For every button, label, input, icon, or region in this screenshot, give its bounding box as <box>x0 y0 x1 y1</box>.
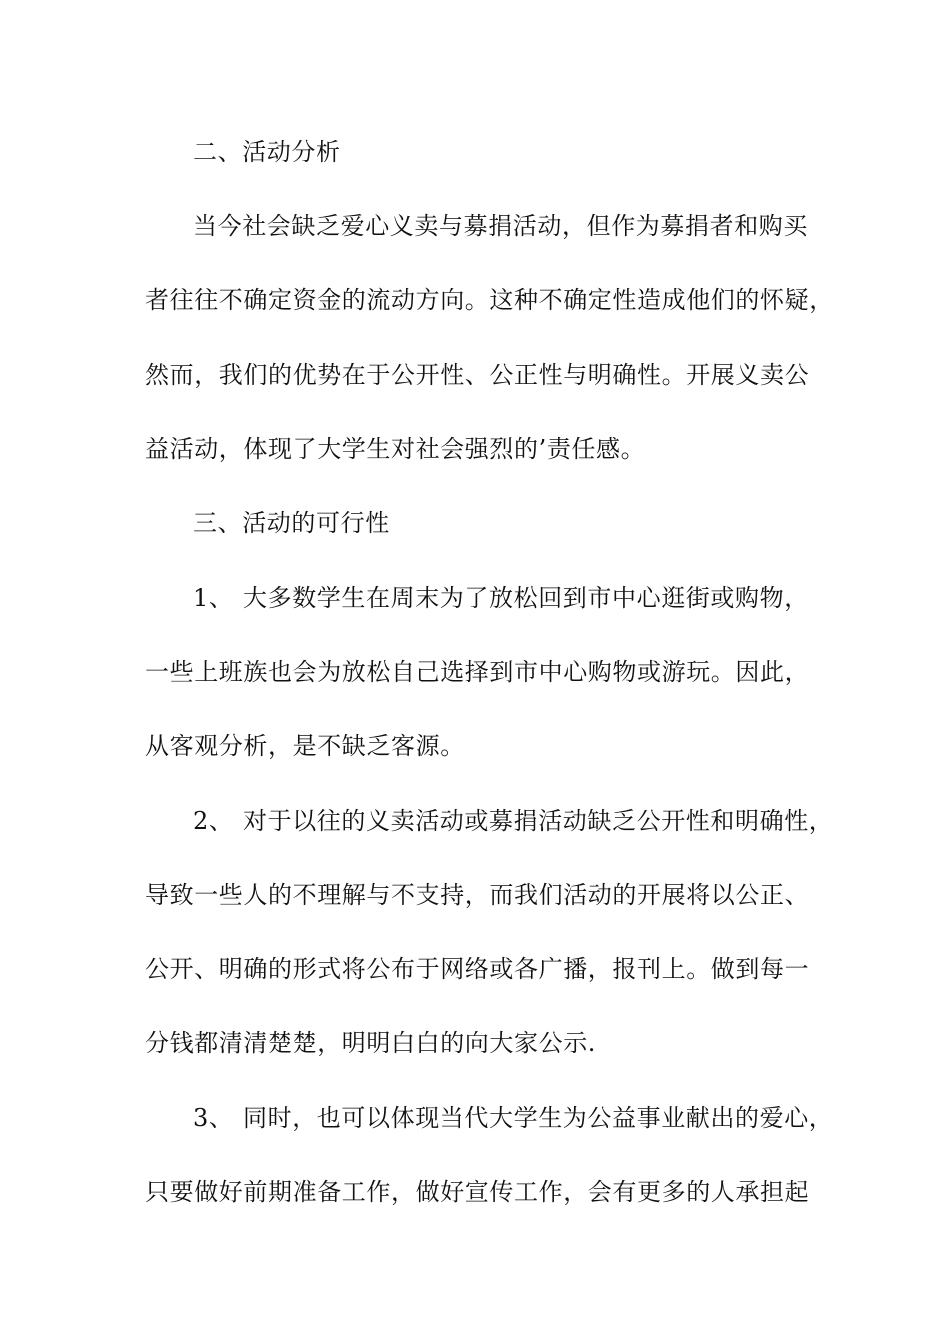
list-item-text: 对于以往的义卖活动或募捐活动缺乏公开性和明确性， <box>243 807 834 835</box>
list-number: 1、 <box>193 584 234 612</box>
paragraph-line: 从客观分析，是不缺乏客源。 <box>145 732 465 760</box>
paragraph-line: 然而，我们的优势在于公开性、公正性与明确性。开展义卖公 <box>145 361 810 389</box>
section-heading-feasibility: 三、活动的可行性 <box>193 509 390 537</box>
list-item-2 <box>193 801 873 841</box>
list-item-3 <box>193 1098 873 1138</box>
paragraph-line: 导致一些人的不理解与不支持，而我们活动的开展将以公正、 <box>145 881 810 909</box>
paragraph-line: 益活动，体现了大学生对社会强烈的’责任感。 <box>145 435 646 463</box>
paragraph-line: 只要做好前期准备工作，做好宣传工作，会有更多的人承担起 <box>145 1178 810 1206</box>
paragraph-line: 一些上班族也会为放松自己选择到市中心购物或游玩。因此， <box>145 658 810 686</box>
paragraph-line: 公开、明确的形式将公布于网络或各广播，报刊上。做到每一 <box>145 955 810 983</box>
list-item-text: 同时，也可以体现当代大学生为公益事业献出的爱心， <box>243 1104 834 1132</box>
list-number: 3、 <box>193 1104 234 1132</box>
paragraph-line: 分钱都清清楚楚，明明白白的向大家公示. <box>145 1029 597 1057</box>
paragraph-line: 者往往不确定资金的流动方向。这种不确定性造成他们的怀疑， <box>145 286 834 314</box>
list-item-1 <box>193 578 873 618</box>
section-heading-activity-analysis: 二、活动分析 <box>193 138 341 166</box>
list-item-text: 大多数学生在周末为了放松回到市中心逛街或购物， <box>243 584 809 612</box>
paragraph-line: 当今社会缺乏爱心义卖与募捐活动，但作为募捐者和购买 <box>193 212 808 240</box>
list-number: 2、 <box>193 807 234 835</box>
